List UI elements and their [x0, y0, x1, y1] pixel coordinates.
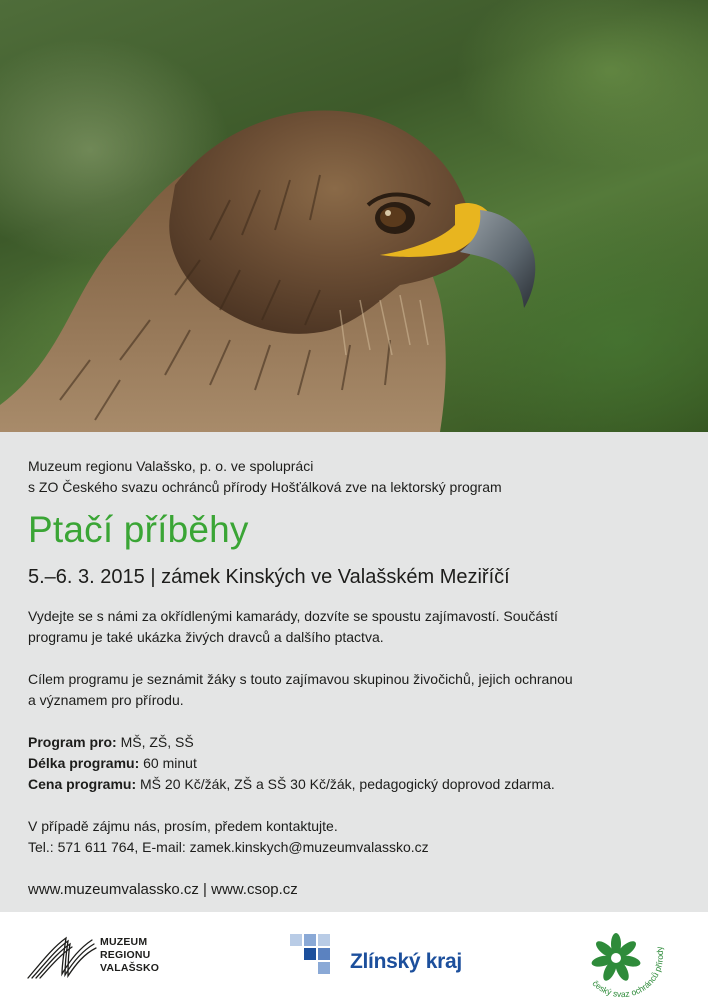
muzeum-logo-line: MUZEUM: [100, 936, 148, 948]
partner-logos: [0, 912, 708, 1000]
paragraph-line: Cílem programu je seznámit žáky s touto zajímavou skupinou živočichů, jejich ochranou: [28, 671, 573, 687]
goal-paragraph: [28, 669, 680, 711]
detail-length: [28, 753, 680, 774]
muzeum-logo: [26, 930, 166, 986]
eagle-illustration: [0, 0, 708, 432]
program-title: Ptačí příběhy: [28, 509, 249, 550]
description-paragraph: [28, 606, 680, 648]
detail-value: MŠ 20 Kč/žák, ZŠ a SŠ 30 Kč/žák, pedagogický doprovod zdarma.: [136, 776, 555, 792]
zlinsky-kraj-logo: [290, 932, 470, 980]
detail-value: 60 minut: [139, 755, 197, 771]
contact-line: V případě zájmu nás, prosím, předem kontaktujte.: [28, 818, 338, 834]
csop-logo: [582, 920, 668, 998]
intro-text: [28, 456, 680, 498]
csop-flower-icon: [582, 920, 668, 998]
zlin-squares-icon: [290, 934, 348, 974]
muzeum-mark-icon: [26, 934, 98, 982]
muzeum-logo-line: VALAŠSKO: [100, 962, 160, 974]
contact-info: [28, 816, 680, 858]
detail-price: [28, 774, 680, 795]
detail-audience: [28, 732, 680, 753]
detail-value: MŠ, ZŠ, SŠ: [116, 734, 194, 750]
detail-label: Cena programu:: [28, 776, 137, 792]
date-location: 5.–6. 3. 2015 | zámek Kinských ve Valašském Meziříčí: [28, 566, 510, 588]
program-details: [28, 732, 680, 795]
info-panel: [0, 432, 708, 912]
muzeum-logo-text: [100, 936, 159, 975]
paragraph-line: programu je také ukázka živých dravců a dalšího ptactva.: [28, 629, 384, 645]
contact-line[interactable]: Tel.: 571 611 764, E-mail: zamek.kinskych@muzeumvalassko.cz: [28, 839, 429, 855]
detail-label: Délka programu:: [28, 755, 140, 771]
csop-arc-text: český svaz ochránců přírody: [590, 945, 666, 998]
website-links[interactable]: www.muzeumvalassko.cz | www.csop.cz: [28, 881, 298, 898]
intro-line: s ZO Českého svazu ochránců přírody Hošťálková zve na lektorský program: [28, 479, 502, 495]
paragraph-line: Vydejte se s námi za okřídlenými kamarády, dozvíte se spoustu zajímavostí. Součástí: [28, 608, 558, 624]
zlinsky-kraj-text: Zlínský kraj: [350, 950, 462, 973]
paragraph-line: a významem pro přírodu.: [28, 692, 184, 708]
detail-label: Program pro:: [28, 734, 117, 750]
eagle-photo: [0, 0, 708, 432]
intro-line: Muzeum regionu Valašsko, p. o. ve spolupráci: [28, 458, 314, 474]
muzeum-logo-line: REGIONU: [100, 949, 151, 961]
